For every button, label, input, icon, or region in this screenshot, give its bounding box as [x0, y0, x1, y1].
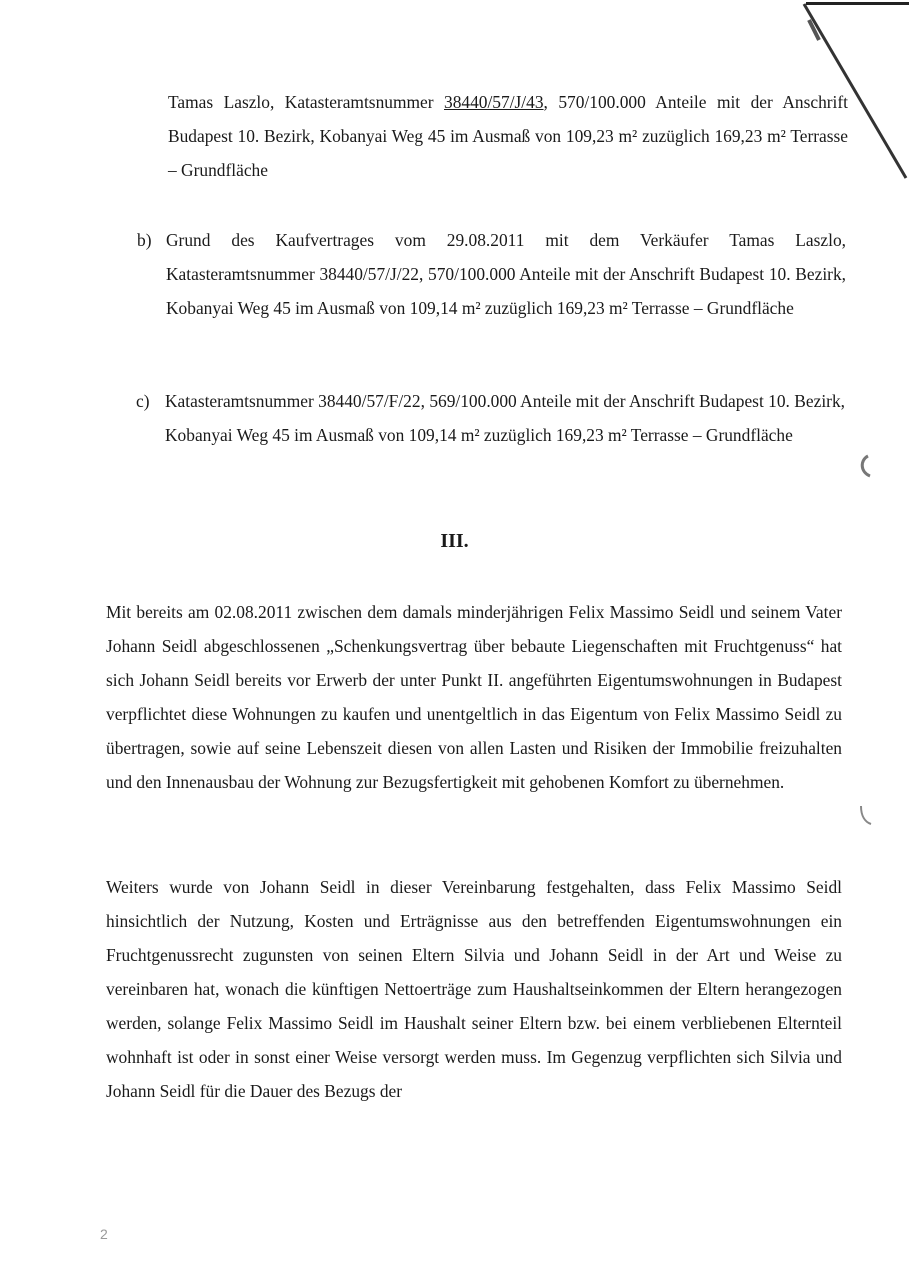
body-paragraph: Weiters wurde von Johann Seidl in dieser Vereinbarung festgehalten, dass Felix Massimo Seidl hinsichtlich der Nutzung, Kosten und Erträgnisse aus den betreffenden Eigentumswohnungen ein Fruchtgenussrecht zugunsten von seinen Eltern Silvia und Johann Seidl in der Art und Weise zu vereinbaren hat, wonach die künftigen Nettoerträge zum Haushaltseinkommen der Eltern herangezogen werden, solange Felix Massimo Seidl im Haushalt seiner Eltern bzw. bei einem verbliebenen Elternteil wohnhaft ist oder in sonst einer Weise versorgt werden muss. Im Gegenzug verpflichten sich Silvia und Johann Seidl für die Dauer des Bezugs der	[106, 877, 842, 1101]
cadastral-ref: 38440/57/J/43	[444, 92, 544, 112]
continuation-paragraph	[168, 85, 848, 187]
page-number: 2	[100, 1226, 108, 1242]
continuation-text-2: , 570/100.000 Anteile mit der Anschrift Budapest 10. Bezirk, Kobanyai Weg 45 im Ausmaß von 109,23 m² zuzüglich 169,23 m² Terrasse – Grundfläche	[168, 92, 849, 180]
continuation-text-1: Tamas Laszlo, Katasteramtsnummer	[168, 92, 444, 112]
item-text-2: , 570/100.000 Anteile mit der Anschrift Budapest 10. Bezirk, Kobanyai Weg 45 im Ausmaß von 109,14 m² zuzüglich 169,23 m² Terrasse – Grundfläche	[166, 264, 846, 318]
item-marker: c)	[136, 391, 150, 411]
item-marker: b)	[137, 230, 152, 250]
margin-tick-mark	[855, 802, 875, 828]
list-item	[165, 384, 845, 452]
cadastral-ref: 38440/57/F/22	[318, 391, 421, 411]
margin-tick-mark	[856, 452, 876, 480]
item-text-1: Katasteramtsnummer	[165, 391, 319, 411]
body-paragraph: Mit bereits am 02.08.2011 zwischen dem damals minderjährigen Felix Massimo Seidl und seinem Vater Johann Seidl abgeschlossenen „Schenkungsvertrag über bebaute Liegenschaften mit Fruchtgenuss“ hat sich Johann Seidl bereits vor Erwerb der unter Punkt II. angeführten Eigentumswohnungen in Budapest verpflichtet diese Wohnungen zu kaufen und unentgeltlich in das Eigentum von Felix Massimo Seidl zu übertragen, sowie auf seine Lebenszeit diesen von allen Lasten und Risiken der Immobilie freizuhalten und den Innenausbau der Wohnung zur Bezugsfertigkeit mit gehobenen Komfort zu übernehmen.	[106, 602, 842, 792]
list-item	[166, 223, 846, 325]
section-heading: III.	[440, 530, 469, 552]
item-text-1: Grund des Kaufvertrages vom 29.08.2011 mit dem Verkäufer Tamas Laszlo, Katasteramtsnummer	[166, 230, 846, 284]
item-text-2: , 569/100.000 Anteile mit der Anschrift Budapest 10. Bezirk, Kobanyai Weg 45 im Ausmaß von 109,14 m² zuzüglich 169,23 m² Terrasse – Grundfläche	[165, 391, 845, 445]
cadastral-ref: 38440/57/J/22	[319, 264, 419, 284]
